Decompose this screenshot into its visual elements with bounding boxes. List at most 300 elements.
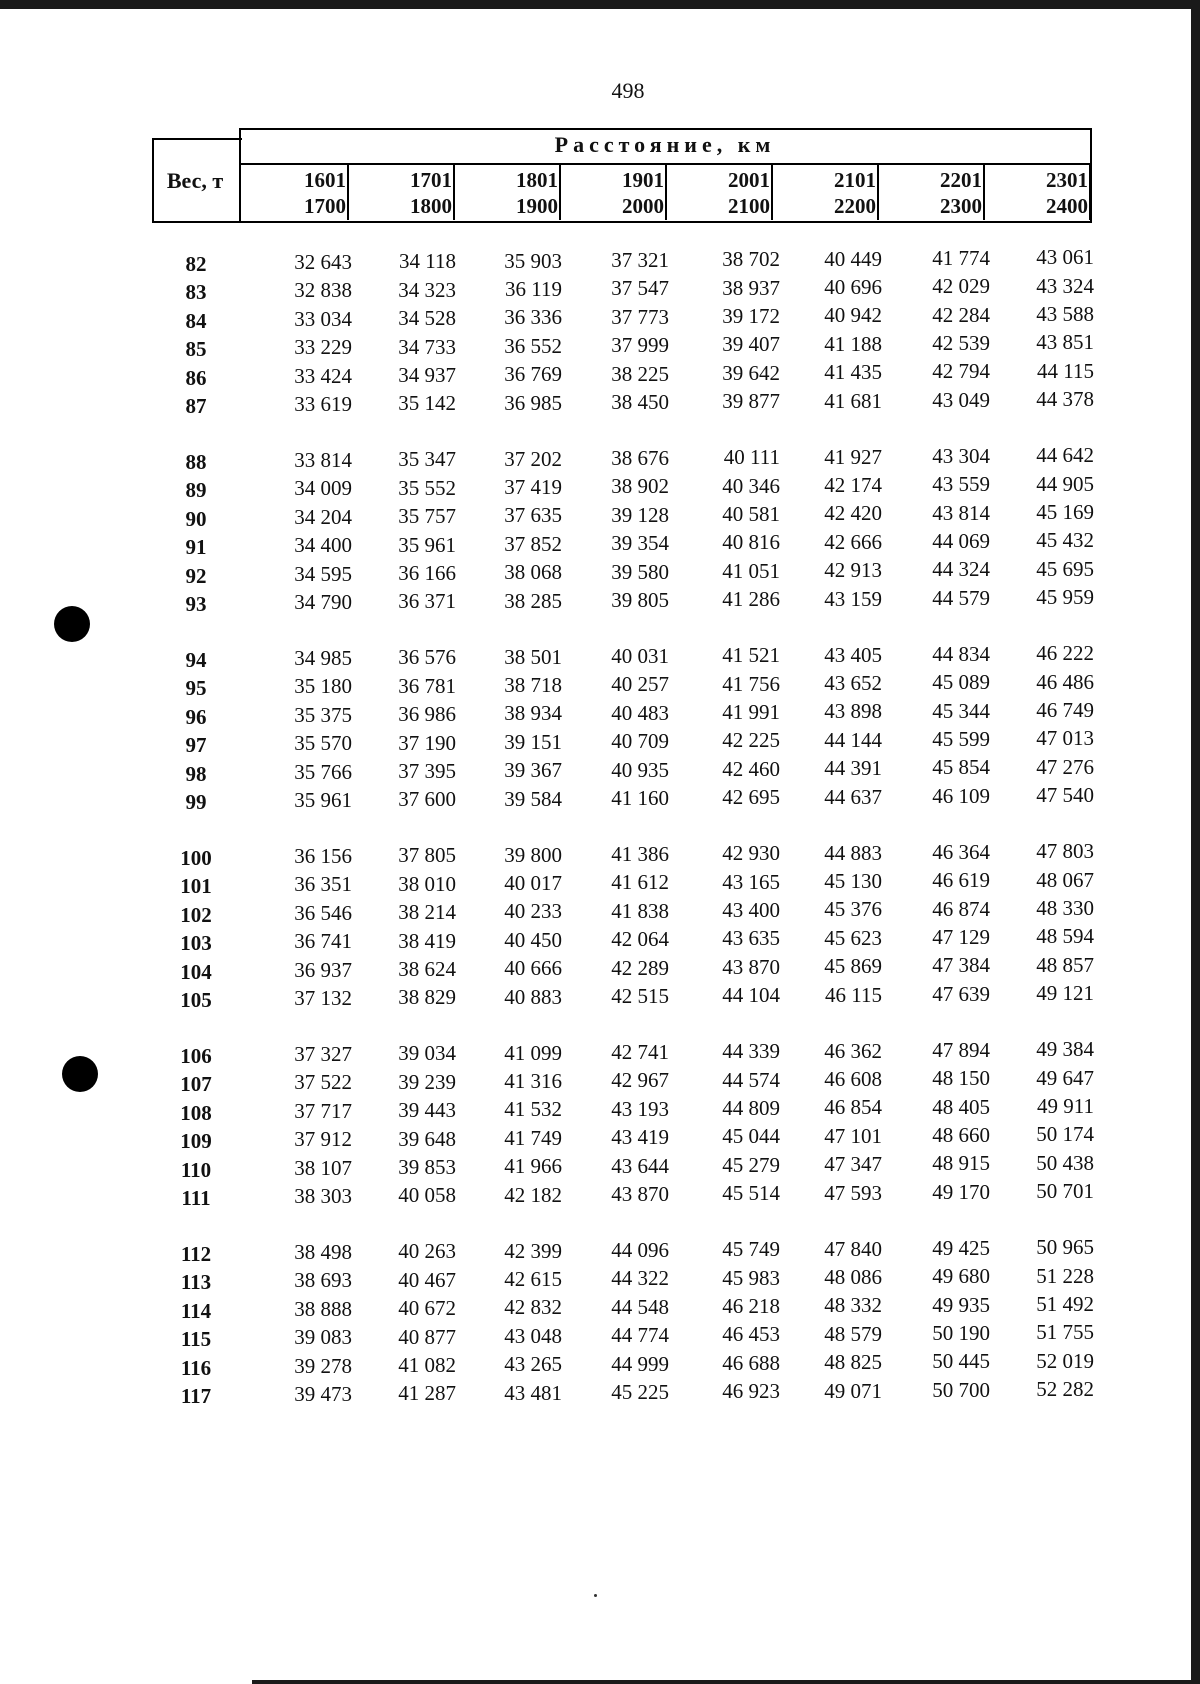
table-cell: 34 790 (294, 590, 352, 614)
table-cell: 39 642 (722, 360, 780, 385)
table-cell: 35 347 (398, 447, 456, 472)
table-cell: 43 304 (932, 443, 990, 468)
table-cell: 38 214 (398, 900, 456, 925)
table-cell: 47 639 (932, 981, 990, 1006)
weight-label: 107 (180, 1072, 212, 1097)
table-cell: 39 584 (504, 786, 562, 811)
table-cell: 43 049 (932, 387, 990, 412)
table-cell: 38 693 (294, 1268, 352, 1293)
table-cell: 45 130 (824, 868, 882, 893)
table-cell: 38 676 (611, 445, 669, 470)
range-from: 1901 (622, 168, 664, 192)
table-cell: 36 937 (294, 957, 352, 982)
table-cell: 46 115 (825, 982, 882, 1007)
table-cell: 34 985 (294, 646, 352, 670)
table-cell: 46 222 (1036, 641, 1094, 666)
table-cell: 43 635 (722, 926, 780, 951)
weight-label: 101 (180, 874, 212, 899)
table-cell: 50 700 (932, 1377, 990, 1402)
table-cell: 43 265 (504, 1352, 562, 1377)
range-from: 2201 (940, 168, 982, 192)
table-cell: 41 435 (824, 360, 882, 385)
table-cell: 38 419 (398, 928, 456, 953)
weight-label: 110 (180, 1157, 212, 1182)
weight-label: 97 (185, 733, 207, 758)
table-cell: 37 912 (294, 1127, 352, 1152)
table-cell: 47 101 (824, 1123, 882, 1148)
column-separator (771, 164, 773, 220)
distance-header: Расстояние, км (554, 132, 776, 157)
table-cell: 43 048 (504, 1323, 562, 1348)
table-cell: 40 483 (611, 700, 669, 725)
weight-header: Вес, т (166, 168, 224, 193)
table-cell: 52 282 (1036, 1377, 1094, 1402)
weight-label: 83 (185, 280, 207, 305)
table-cell: 42 515 (611, 983, 669, 1008)
table-cell: 38 498 (294, 1240, 352, 1264)
scan-speck (594, 1594, 597, 1597)
table-cell: 41 756 (722, 671, 780, 696)
table-cell: 46 688 (722, 1350, 780, 1375)
table-cell: 40 031 (611, 643, 669, 668)
weight-label: 104 (180, 959, 212, 984)
table-cell: 43 159 (824, 586, 882, 611)
table-cell: 42 967 (611, 1068, 669, 1093)
table-cell: 33 424 (294, 363, 352, 388)
table-cell: 38 718 (504, 673, 562, 697)
weight-label: 92 (185, 563, 207, 588)
table-cell: 45 044 (722, 1124, 780, 1149)
table-cell: 44 548 (611, 1294, 669, 1319)
table-cell: 45 089 (932, 670, 990, 695)
table-cell: 48 067 (1036, 867, 1094, 892)
weight-label: 113 (180, 1270, 212, 1295)
range-to: 2000 (622, 194, 664, 218)
table-cell: 44 339 (722, 1039, 780, 1064)
weight-label: 102 (180, 902, 212, 927)
table-cell: 52 019 (1036, 1348, 1094, 1373)
table-cell: 43 588 (1036, 301, 1094, 326)
table-cell: 34 204 (294, 504, 352, 529)
table-cell: 36 156 (294, 844, 352, 868)
weight-label: 95 (185, 676, 207, 701)
weight-label: 94 (185, 648, 207, 672)
table-cell: 36 371 (398, 589, 456, 614)
table-cell: 46 453 (722, 1322, 780, 1347)
table-cell: 40 942 (824, 303, 882, 328)
table-cell: 46 854 (824, 1095, 882, 1120)
table-cell: 44 096 (611, 1237, 669, 1262)
table-cell: 46 364 (932, 839, 990, 864)
range-to: 2100 (728, 194, 770, 218)
table-cell: 42 741 (611, 1039, 669, 1064)
table-cell: 49 425 (932, 1235, 990, 1260)
column-separator (983, 164, 985, 220)
table-cell: 49 680 (932, 1264, 990, 1289)
table-cell: 42 615 (504, 1267, 562, 1291)
table-cell: 38 702 (722, 247, 780, 272)
table-cell: 49 384 (1036, 1037, 1094, 1062)
table-cell: 44 391 (824, 756, 882, 781)
table-cell: 50 965 (1036, 1235, 1094, 1260)
table-cell: 34 937 (398, 362, 456, 387)
table-cell: 46 874 (932, 896, 990, 921)
table-cell: 40 467 (398, 1267, 456, 1292)
table-cell: 45 432 (1036, 528, 1094, 553)
table-cell: 41 612 (611, 870, 669, 895)
range-to: 1800 (410, 194, 452, 218)
table-cell: 43 400 (722, 898, 780, 922)
table-cell: 39 473 (294, 1382, 352, 1406)
table-cell: 51 755 (1036, 1320, 1094, 1345)
table-cell: 43 652 (824, 670, 882, 695)
scan-edge-bottom (252, 1680, 1200, 1684)
table-cell: 41 774 (932, 245, 990, 270)
table-cell: 37 635 (504, 503, 562, 528)
table-cell: 37 132 (294, 986, 352, 1010)
table-cell: 40 346 (722, 473, 780, 498)
punch-hole (62, 1056, 98, 1092)
table-cell: 39 800 (504, 842, 562, 867)
table-cell: 42 460 (722, 756, 780, 781)
table-cell: 44 144 (824, 727, 882, 752)
range-to: 2400 (1046, 194, 1088, 218)
table-cell: 47 894 (932, 1037, 990, 1062)
table-cell: 43 061 (1036, 245, 1094, 270)
table-cell: 48 857 (1036, 952, 1094, 977)
weight-label: 112 (180, 1242, 212, 1266)
weight-label: 87 (185, 394, 207, 418)
table-cell: 43 419 (611, 1125, 669, 1150)
table-cell: 40 449 (824, 246, 882, 271)
table-cell: 45 959 (1036, 585, 1094, 610)
table-cell: 38 450 (611, 389, 669, 414)
table-cell: 36 166 (398, 560, 456, 585)
table-cell: 42 695 (722, 785, 780, 810)
weight-label: 115 (180, 1327, 212, 1352)
table-cell: 46 486 (1036, 669, 1094, 694)
table-cell: 38 902 (611, 474, 669, 499)
table-cell: 43 324 (1036, 273, 1094, 298)
table-cell: 41 316 (504, 1069, 562, 1093)
weight-label: 117 (180, 1384, 212, 1408)
table-cell: 39 128 (611, 502, 669, 527)
table-cell: 38 501 (504, 644, 562, 669)
table-cell: 42 832 (504, 1295, 562, 1320)
table-cell: 39 278 (294, 1353, 352, 1378)
table-cell: 35 375 (294, 702, 352, 727)
table-cell: 45 854 (932, 755, 990, 780)
scan-edge-right (1191, 0, 1200, 1684)
table-cell: 45 623 (824, 925, 882, 950)
table-cell: 46 619 (932, 868, 990, 893)
table-cell: 48 086 (824, 1264, 882, 1289)
table-cell: 41 099 (504, 1040, 562, 1065)
weight-label: 106 (180, 1044, 212, 1068)
table-cell: 36 576 (398, 645, 456, 670)
weight-label: 85 (185, 337, 207, 362)
table-cell: 48 915 (932, 1151, 990, 1176)
table-cell: 42 182 (504, 1182, 562, 1207)
table-cell: 38 010 (398, 871, 456, 896)
table-cell: 42 539 (932, 331, 990, 355)
table-cell: 37 419 (504, 475, 562, 499)
table-cell: 40 233 (504, 899, 562, 924)
weight-label: 105 (180, 988, 212, 1012)
table-cell: 40 883 (504, 984, 562, 1009)
table-cell: 37 600 (398, 787, 456, 812)
table-cell: 45 376 (824, 897, 882, 922)
table-cell: 41 521 (722, 643, 780, 668)
weight-label: 82 (185, 252, 207, 276)
range-from: 1701 (410, 168, 452, 192)
column-separator (665, 164, 667, 220)
table-cell: 44 642 (1036, 443, 1094, 468)
table-cell: 51 228 (1036, 1263, 1094, 1288)
weight-label: 93 (185, 592, 207, 616)
table-cell: 45 695 (1036, 556, 1094, 581)
table-cell: 38 303 (294, 1184, 352, 1208)
table-cell: 34 323 (398, 277, 456, 302)
table-cell: 41 386 (611, 841, 669, 866)
table-cell: 39 407 (722, 332, 780, 357)
table-cell: 37 321 (611, 247, 669, 272)
page-number: 498 (611, 78, 645, 103)
weight-label: 89 (185, 478, 207, 503)
table-cell: 43 870 (722, 954, 780, 979)
column-separator (559, 164, 561, 220)
table-cell: 42 794 (932, 359, 990, 384)
weight-label: 109 (180, 1129, 212, 1154)
table-cell: 44 774 (611, 1323, 669, 1348)
table-cell: 37 190 (398, 730, 456, 755)
table-cell: 46 109 (932, 783, 990, 808)
column-separator (347, 164, 349, 220)
table-cell: 35 961 (294, 788, 352, 812)
table-cell: 35 961 (398, 532, 456, 557)
table-cell: 48 660 (932, 1123, 990, 1147)
table-cell: 43 870 (611, 1181, 669, 1206)
table-cell: 35 757 (398, 504, 456, 529)
table-cell: 35 180 (294, 674, 352, 699)
table-cell: 49 911 (1037, 1093, 1094, 1118)
range-from: 1801 (516, 168, 558, 192)
table-cell: 36 351 (294, 872, 352, 897)
table-cell: 41 287 (398, 1381, 456, 1406)
table-cell: 47 129 (932, 925, 990, 949)
table-cell: 37 547 (611, 276, 669, 301)
table-cell: 41 681 (824, 388, 882, 413)
table-cell: 44 115 (1037, 358, 1094, 383)
column-separator (877, 164, 879, 220)
table-cell: 50 438 (1036, 1150, 1094, 1175)
table-cell: 38 829 (398, 985, 456, 1010)
table-cell: 34 733 (398, 334, 456, 359)
table-cell: 43 644 (611, 1153, 669, 1178)
table-cell: 39 648 (398, 1126, 456, 1151)
table-cell: 39 853 (398, 1154, 456, 1179)
table-cell: 34 009 (294, 476, 352, 501)
table-cell: 42 289 (611, 955, 669, 980)
table-cell: 35 570 (294, 731, 352, 756)
table-cell: 36 985 (504, 390, 562, 415)
table-cell: 40 257 (611, 672, 669, 697)
table-cell: 43 165 (722, 869, 780, 894)
table-cell: 48 150 (932, 1066, 990, 1091)
weight-label: 88 (185, 450, 207, 474)
table-cell: 37 395 (398, 758, 456, 783)
weight-label: 96 (185, 704, 207, 729)
table-cell: 41 532 (504, 1097, 562, 1122)
table-cell: 42 284 (932, 302, 990, 327)
table-cell: 47 540 (1036, 783, 1094, 808)
table-cell: 37 852 (504, 531, 562, 556)
table-cell: 46 218 (722, 1294, 780, 1318)
weight-label: 84 (185, 308, 207, 333)
table-cell: 34 595 (294, 561, 352, 586)
range-from: 2101 (834, 168, 876, 192)
table-cell: 43 405 (824, 642, 882, 667)
table-cell: 44 378 (1036, 387, 1094, 412)
weight-label: 103 (180, 931, 212, 956)
weight-label: 116 (180, 1355, 212, 1380)
table-cell: 38 624 (398, 956, 456, 981)
column-separator (453, 164, 455, 220)
table-cell: 43 814 (932, 500, 990, 525)
table-cell: 36 986 (398, 702, 456, 727)
table-cell: 33 619 (294, 392, 352, 416)
table-cell: 45 169 (1036, 499, 1094, 524)
table-cell: 40 450 (504, 927, 562, 952)
table-cell: 44 637 (824, 784, 882, 809)
table-cell: 41 188 (824, 331, 882, 356)
weight-label: 111 (181, 1186, 211, 1210)
table-cell: 43 898 (824, 699, 882, 724)
table-cell: 39 580 (611, 559, 669, 584)
table-cell: 43 559 (932, 472, 990, 497)
table-cell: 37 999 (611, 333, 669, 358)
table-cell: 42 399 (504, 1238, 562, 1263)
table-cell: 38 068 (504, 560, 562, 585)
table-cell: 40 816 (722, 530, 780, 555)
table-cell: 45 225 (611, 1379, 669, 1404)
table-cell: 48 332 (824, 1293, 882, 1318)
table-cell: 47 384 (932, 953, 990, 978)
table-cell: 40 263 (398, 1239, 456, 1264)
table-cell: 39 805 (611, 587, 669, 612)
table-cell: 37 805 (398, 843, 456, 868)
table-cell: 41 927 (824, 444, 882, 469)
table-cell: 33 814 (294, 448, 352, 472)
table-cell: 42 666 (824, 529, 882, 554)
table-cell: 32 838 (294, 278, 352, 303)
range-to: 2200 (834, 194, 876, 218)
range-from: 2301 (1046, 168, 1088, 192)
table-cell: 38 937 (722, 275, 780, 300)
table-cell: 45 344 (932, 698, 990, 723)
table-cell: 48 330 (1036, 895, 1094, 920)
table-cell: 39 367 (504, 758, 562, 783)
table-cell: 46 608 (824, 1066, 882, 1091)
table-cell: 37 522 (294, 1070, 352, 1095)
table-cell: 41 051 (722, 558, 780, 583)
table-cell: 38 285 (504, 588, 562, 613)
table-cell: 45 514 (722, 1181, 780, 1206)
table-cell: 39 151 (504, 729, 562, 754)
table-cell: 38 225 (611, 361, 669, 386)
weight-label: 98 (185, 761, 207, 786)
table-cell: 42 225 (722, 728, 780, 753)
scan-edge-top (0, 0, 1200, 9)
table-cell: 45 749 (722, 1237, 780, 1262)
table-cell: 40 581 (722, 502, 780, 526)
table-cell: 49 071 (824, 1378, 882, 1403)
table-cell: 44 905 (1036, 471, 1094, 496)
table-cell: 43 193 (611, 1096, 669, 1121)
table-cell: 40 696 (824, 274, 882, 299)
table-cell: 37 327 (294, 1042, 352, 1066)
table-cell: 45 599 (932, 727, 990, 751)
table-cell: 34 400 (294, 533, 352, 558)
table-cell: 39 034 (398, 1041, 456, 1066)
table-cell: 39 083 (294, 1325, 352, 1350)
table-cell: 46 749 (1036, 697, 1094, 722)
weight-label: 114 (180, 1298, 212, 1323)
table-cell: 48 405 (932, 1094, 990, 1119)
table-cell: 38 934 (504, 701, 562, 726)
table-cell: 46 923 (722, 1379, 780, 1404)
table-cell: 44 574 (722, 1067, 780, 1092)
table-cell: 50 701 (1036, 1179, 1094, 1204)
table-cell: 40 935 (611, 757, 669, 782)
table-cell: 44 322 (611, 1266, 669, 1291)
table-cell: 39 239 (398, 1069, 456, 1094)
table-cell: 46 362 (824, 1038, 882, 1063)
range-to: 2300 (940, 194, 982, 218)
table-cell: 34 118 (399, 249, 456, 274)
table-cell: 33 229 (294, 335, 352, 360)
table-cell: 40 709 (611, 729, 669, 754)
table-cell: 45 279 (722, 1152, 780, 1177)
table-cell: 35 552 (398, 475, 456, 500)
table-cell: 44 069 (932, 529, 990, 553)
table-cell: 41 749 (504, 1125, 562, 1150)
table-cell: 40 058 (398, 1183, 456, 1208)
table-cell: 36 769 (504, 362, 562, 387)
table-cell: 44 883 (824, 840, 882, 865)
table-cell: 41 286 (722, 587, 780, 612)
weight-label: 86 (185, 365, 207, 390)
table-cell: 44 579 (932, 585, 990, 610)
table-cell: 33 034 (294, 306, 352, 331)
table-cell: 51 492 (1036, 1291, 1094, 1316)
table-cell: 44 324 (932, 557, 990, 582)
table-cell: 39 877 (722, 389, 780, 414)
table-cell: 40 666 (504, 956, 562, 981)
table-cell: 44 809 (722, 1096, 780, 1120)
table-cell: 47 840 (824, 1236, 882, 1261)
table-cell: 49 121 (1036, 981, 1094, 1006)
table-cell: 37 773 (611, 304, 669, 329)
table-cell: 41 082 (398, 1352, 456, 1377)
table-cell: 36 546 (294, 900, 352, 925)
table-cell: 50 190 (932, 1321, 990, 1345)
table-cell: 48 825 (824, 1350, 882, 1375)
table-cell: 44 834 (932, 641, 990, 666)
table-cell: 39 443 (398, 1098, 456, 1123)
range-from: 2001 (728, 168, 770, 192)
table-cell: 49 647 (1036, 1065, 1094, 1090)
